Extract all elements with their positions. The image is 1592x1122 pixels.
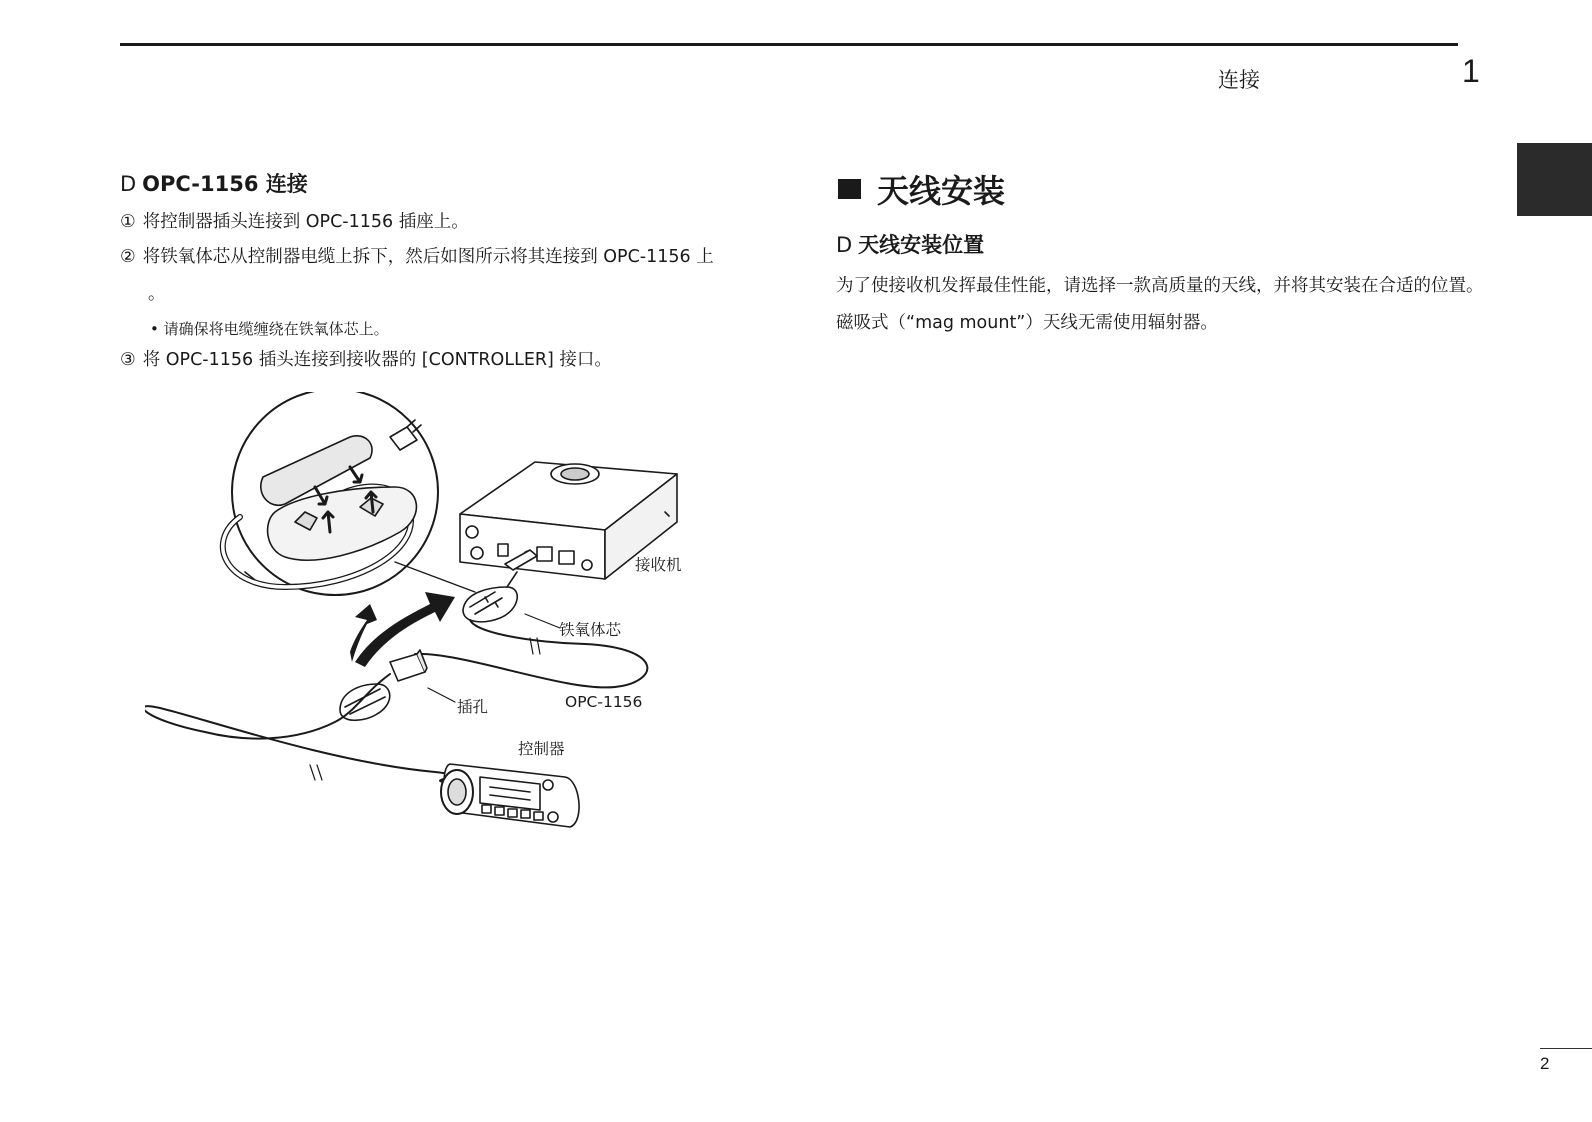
step-3-text: 将 OPC-1156 插头连接到接收器的 [CONTROLLER] 接口。: [142, 350, 612, 370]
label-controller: 控制器: [518, 740, 565, 758]
chapter-side-tab: [1517, 143, 1592, 216]
label-receiver: 接收机: [635, 556, 682, 574]
antenna-install-heading: [838, 166, 1005, 212]
antenna-location-paragraph: 为了使接收机发挥最佳性能，请选择一款高质量的天线，并将其安装在合适的位置。磁吸式（“mag mount”）天线无需使用辐射器。: [836, 276, 1484, 333]
step-1-text: 将控制器插头连接到 OPC-1156 插座上。: [142, 212, 469, 232]
label-ferrite-core: 铁氧体芯: [559, 621, 622, 639]
step-2-text: 将铁氧体芯从控制器电缆上拆下，然后如图所示将其连接到 OPC-1156 上: [142, 247, 714, 267]
jack-connector: [390, 650, 427, 681]
subheading-marker: D: [836, 233, 853, 257]
page-number: 2: [1540, 1054, 1550, 1073]
magnified-ferrite-detail: [223, 392, 475, 595]
step-1-number: ①: [120, 212, 136, 232]
header-title: 连接: [1218, 68, 1260, 92]
header-rule: [120, 43, 1458, 46]
footer-rule: [1540, 1048, 1592, 1049]
step-3-number: ③: [120, 350, 136, 370]
step-1: [120, 208, 469, 233]
antenna-location-subheading: [836, 229, 984, 259]
step-3: [120, 346, 612, 371]
step-2-number: ②: [120, 247, 136, 267]
connection-diagram: [145, 392, 705, 854]
note-ferrite: • 请确保将电缆缠绕在铁氧体芯上。: [150, 320, 389, 338]
antenna-install-heading-text: 天线安装: [877, 172, 1006, 210]
label-jack: 插孔: [457, 698, 489, 716]
subheading-text: 天线安装位置: [858, 233, 985, 257]
section-title-opc1156: [120, 168, 308, 198]
label-opc1156: OPC-1156: [565, 693, 643, 711]
section-title-text: OPC-1156 连接: [142, 172, 308, 196]
step-2-continuation: 。: [148, 284, 166, 304]
heading-square-icon: [838, 179, 861, 199]
controller-illustration: [441, 764, 579, 827]
chapter-number: 1: [1462, 53, 1480, 89]
step-2: [120, 243, 714, 268]
section-marker: D: [120, 172, 137, 196]
